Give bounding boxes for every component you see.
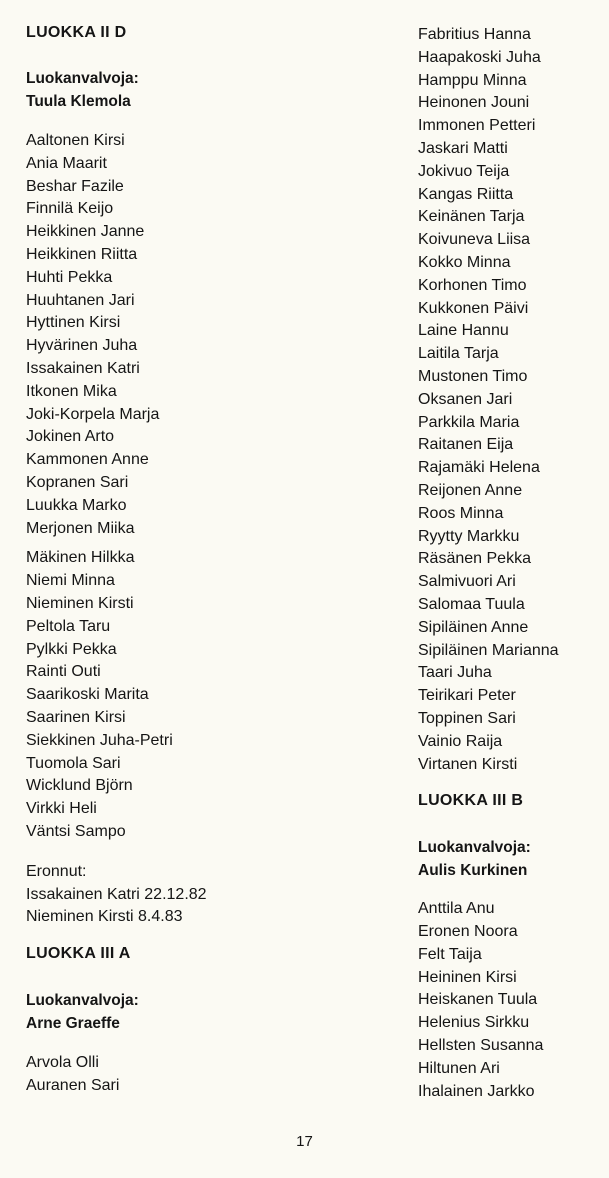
list-item: Raitanen Eija (418, 436, 514, 454)
list-item: Fabritius Hanna (418, 26, 531, 43)
list-item: Parkkila Maria (418, 413, 520, 431)
list-item: Jokinen Arto (26, 428, 115, 446)
list-item: Eronen Noora (418, 923, 518, 941)
list-item: Roos Minna (418, 504, 504, 522)
list-item: Salomaa Tuula (418, 595, 525, 613)
list-item: Oksanen Jari (418, 390, 513, 408)
list-item: Anttila Anu (418, 900, 495, 918)
list-item: Issakainen Katri (26, 359, 140, 377)
student-list (418, 24, 603, 776)
list-item: Nieminen Kirsti 8.4.83 (26, 908, 183, 926)
list-item: Wicklund Björn (26, 777, 133, 795)
list-item: Ihalainen Jarkko (418, 1082, 535, 1100)
list-item: Laitila Tarja (418, 345, 499, 363)
list-item: Beshar Fazile (26, 177, 124, 195)
list-item: Merjonen Miika (26, 519, 135, 537)
list-item: Jokivuo Teija (418, 162, 510, 180)
list-item: Kammonen Anne (26, 451, 149, 469)
list-item: Hyvärinen Juha (26, 337, 138, 355)
list-item: Sipiläinen Anne (418, 618, 529, 636)
list-item: Jaskari Matti (418, 139, 508, 157)
list-item: Koivuneva Liisa (418, 231, 531, 249)
page-number: 17 (296, 1133, 313, 1150)
list-item: Kopranen Sari (26, 473, 129, 491)
supervisor-name: Tuula Klemola (26, 93, 131, 110)
list-item: Teirikari Peter (418, 687, 516, 705)
list-item: Rainti Outi (26, 663, 101, 681)
list-item: Ania Maarit (26, 154, 107, 172)
list-item: Peltola Taru (26, 617, 111, 635)
supervisor-name: Aulis Kurkinen (418, 862, 528, 880)
list-item: Huuhtanen Jari (26, 291, 135, 309)
list-item: Ryytty Markku (418, 527, 520, 545)
list-item: Tuomola Sari (26, 754, 121, 772)
list-item: Korhonen Timo (418, 276, 527, 294)
list-item: Mustonen Timo (418, 367, 528, 385)
list-item: Aaltonen Kirsi (26, 132, 125, 149)
list-item: Väntsi Sampo (26, 822, 126, 840)
list-item: Räsänen Pekka (418, 550, 531, 568)
list-item: Immonen Petteri (418, 117, 536, 135)
list-item: Siekkinen Juha-Petri (26, 731, 173, 749)
list-item: Virtanen Kirsti (418, 755, 518, 773)
list-item: Virkki Heli (26, 800, 97, 818)
list-item: Felt Taija (418, 945, 482, 963)
class-heading-2d: LUOKKA II D (26, 24, 127, 41)
list-item: Reijonen Anne (418, 481, 523, 499)
list-item: Toppinen Sari (418, 709, 516, 727)
list-item: Haapakoski Juha (418, 48, 541, 66)
list-item: Sipiläinen Marianna (418, 641, 559, 659)
list-item: Heininen Kirsi (418, 968, 517, 986)
list-item: Saarikoski Marita (26, 686, 149, 704)
list-item: Arvola Olli (26, 1054, 99, 1072)
list-item: Mäkinen Hilkka (26, 549, 135, 567)
list-item: Heinonen Jouni (418, 94, 530, 112)
student-list (26, 547, 296, 843)
list-item: Huhti Pekka (26, 268, 113, 286)
list-item: Luukka Marko (26, 496, 127, 514)
list-item: Vainio Raija (418, 732, 503, 750)
list-item: Heikkinen Riitta (26, 245, 138, 263)
supervisor-label: Luokanvalvoja: (418, 839, 531, 857)
list-item: Heiskanen Tuula (418, 991, 538, 1009)
right-column (418, 24, 603, 1103)
list-item: Keinänen Tarja (418, 208, 525, 226)
list-item: Joki-Korpela Marja (26, 405, 160, 423)
list-item: Hyttinen Kirsi (26, 314, 121, 332)
list-item: Heikkinen Janne (26, 223, 145, 241)
list-item: Kangas Riitta (418, 185, 514, 203)
list-item: Kukkonen Päivi (418, 299, 529, 317)
student-list (26, 1052, 296, 1098)
list-item: Hellsten Susanna (418, 1037, 544, 1055)
class-heading-3b: LUOKKA III B (418, 792, 524, 810)
list-item: Pylkki Pekka (26, 640, 117, 658)
list-item: Auranen Sari (26, 1076, 120, 1094)
departed-label: Eronnut: (26, 862, 87, 880)
supervisor-name: Arne Graeffe (26, 1015, 120, 1033)
list-item: Laine Hannu (418, 322, 509, 340)
student-list (26, 130, 296, 540)
class-heading-3a: LUOKKA III A (26, 945, 131, 963)
supervisor-label: Luokanvalvoja: (26, 992, 139, 1010)
list-item: Hamppu Minna (418, 71, 527, 89)
list-item: Taari Juha (418, 664, 492, 682)
list-item: Salmivuori Ari (418, 573, 516, 591)
left-column (26, 22, 296, 1098)
list-item: Finnilä Keijo (26, 200, 114, 218)
list-item: Issakainen Katri 22.12.82 (26, 885, 207, 903)
list-item: Itkonen Mika (26, 382, 117, 400)
list-item: Saarinen Kirsi (26, 708, 126, 726)
student-list (418, 898, 603, 1103)
list-item: Helenius Sirkku (418, 1014, 530, 1032)
supervisor-label: Luokanvalvoja: (26, 70, 139, 87)
list-item: Kokko Minna (418, 253, 511, 271)
departed-list (26, 884, 296, 930)
list-item: Rajamäki Helena (418, 459, 540, 477)
list-item: Hiltunen Ari (418, 1059, 500, 1077)
list-item: Nieminen Kirsti (26, 594, 134, 612)
list-item: Niemi Minna (26, 572, 115, 590)
